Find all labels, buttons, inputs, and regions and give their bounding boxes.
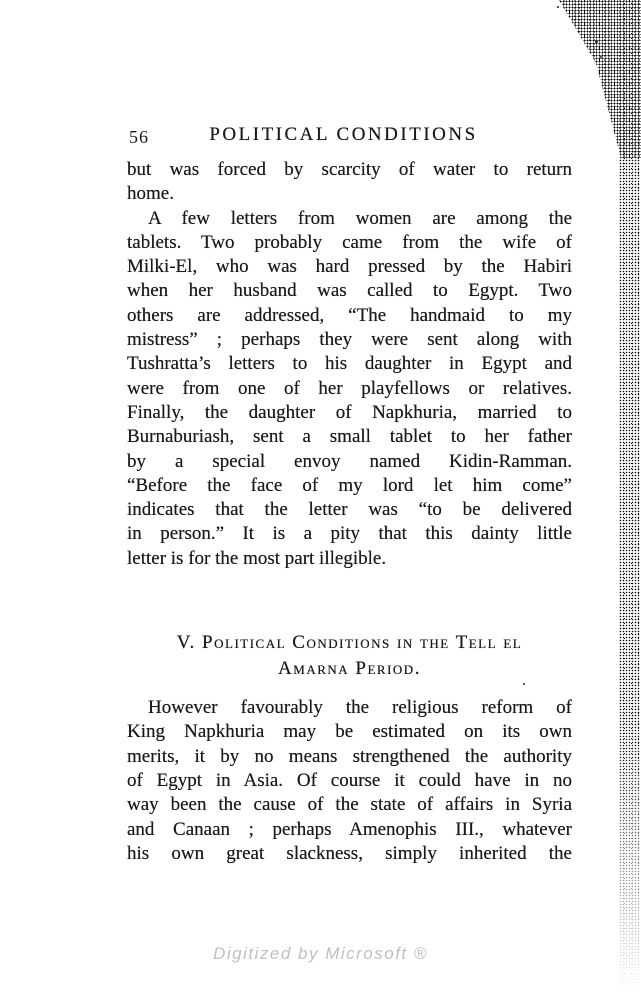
scan-noise-right-edge-icon xyxy=(619,0,640,992)
section-heading xyxy=(127,630,572,682)
paragraph-continuation xyxy=(127,158,572,207)
text-line: Finally, the daughter of Napkhuria, married to xyxy=(127,401,572,423)
text-line: home. xyxy=(127,183,174,205)
text-line: by a special envoy named Kidin-Ramman. xyxy=(127,450,572,472)
paragraph-letters-from-women xyxy=(127,207,572,571)
scan-speck-icon xyxy=(523,683,525,685)
text-line: of Egypt in Asia. Of course it could have in no xyxy=(127,769,572,791)
page-header xyxy=(127,124,572,150)
scan-speck-icon xyxy=(595,40,598,43)
text-line: King Napkhuria may be estimated on its own xyxy=(127,721,572,743)
text-line: Milki-El, who was hard pressed by the Habiri xyxy=(127,256,572,278)
text-line: but was forced by scarcity of water to return xyxy=(127,159,572,180)
text-line: letter is for the most part illegible. xyxy=(127,547,387,569)
text-line: when her husband was called to Egypt. Two xyxy=(127,280,572,302)
text-line: “Before the face of my lord let him come” xyxy=(127,474,572,496)
text-line: way been the cause of the state of affairs in Syria xyxy=(127,794,572,816)
text-line: merits, it by no means strengthened the authority xyxy=(127,745,572,767)
text-line: mistress” ; perhaps they were sent along with xyxy=(127,329,572,351)
text-line: and Canaan ; perhaps Amenophis III., whatever xyxy=(127,818,572,840)
scan-speck-icon xyxy=(557,6,559,8)
text-line: However favourably the religious reform of xyxy=(148,697,572,719)
section-heading-line: V. Political Conditions in the Tell el xyxy=(176,632,523,654)
text-line: indicates that the letter was “to be delivered xyxy=(127,499,572,521)
text-line: Tushratta’s letters to his daughter in Egypt and xyxy=(127,353,572,375)
running-head: POLITICAL CONDITIONS xyxy=(209,124,478,145)
text-block xyxy=(127,158,572,866)
page-number: 56 xyxy=(129,127,149,147)
watermark: Digitized by Microsoft ® xyxy=(213,944,428,963)
text-line: tablets. Two probably came from the wife of xyxy=(127,231,572,253)
paragraph-amarna-period xyxy=(127,696,572,866)
section-heading-line: Amarna Period. xyxy=(278,658,421,680)
text-line: Burnaburiash, sent a small tablet to her father xyxy=(127,426,572,448)
text-line: A few letters from women are among the xyxy=(148,207,572,229)
text-line: in person.” It is a pity that this dainty little xyxy=(127,523,572,545)
text-line: others are addressed, “The handmaid to my xyxy=(127,304,572,326)
text-line: were from one of her playfellows or relatives. xyxy=(127,377,572,399)
text-line: his own great slackness, simply inherited the xyxy=(127,842,572,864)
scan-speck-icon xyxy=(600,56,602,58)
